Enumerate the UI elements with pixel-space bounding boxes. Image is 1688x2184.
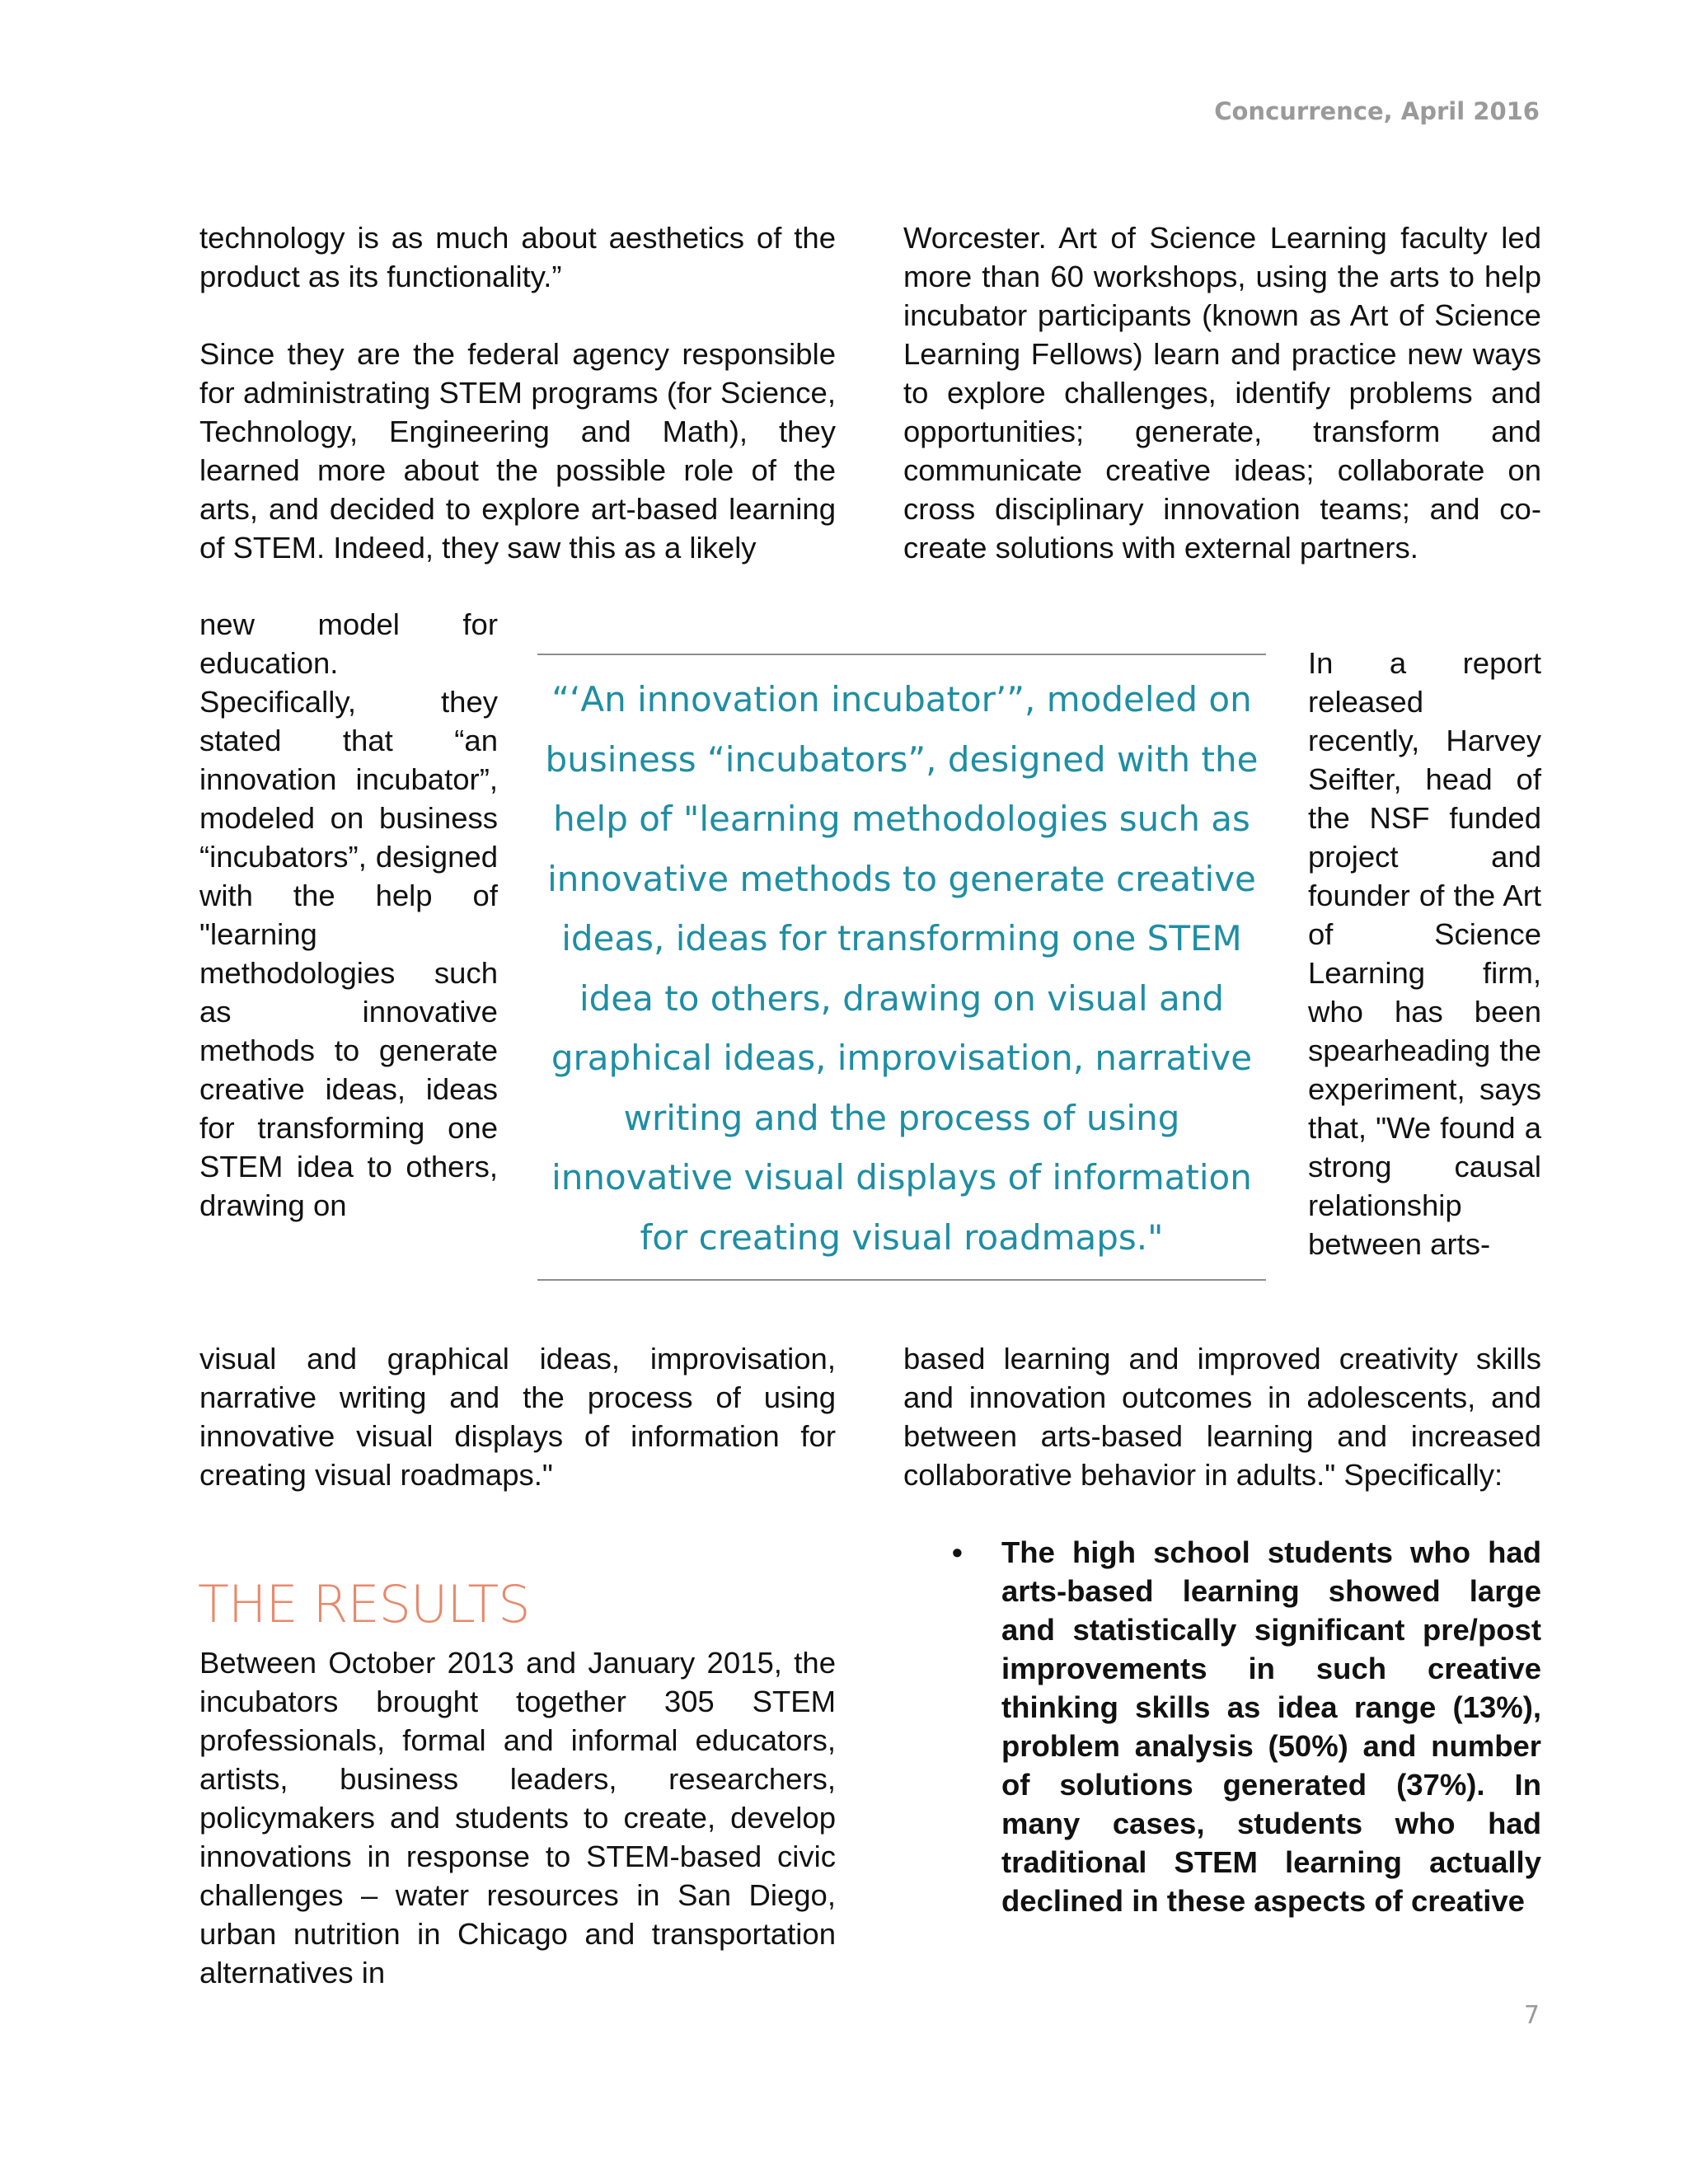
results-paragraph: Between October 2013 and January 2015, the incubators brought together 305 STEM professionals, formal and informal educators, artists, business leaders, researchers, policymakers and students to create, develop innovations in response to STEM-based civic challenges – water resources in San Diego, urban nutrition in Chicago and transportation alternatives in xyxy=(199,1646,836,1990)
results-bullet-list xyxy=(931,1533,1541,1920)
pull-quote-text: “‘An innovation incubator’”, modeled on business “incubators”, designed with the help of "learning methodologies such as innovative methods to generate creative ideas, ideas for transforming one STEM idea to others, drawing on visual and graphical ideas, improvisation, narrative writing and the process of using innovative visual displays of information for creating visual roadmaps." xyxy=(545,679,1259,1258)
pull-quote-box xyxy=(537,654,1266,1281)
bullet-text: The high school students who had arts-based learning showed large and statistically significant pre/post improvements in such creative thinking skills as idea range (13%), problem analysis (50%) and number of solutions generated (37%). In many cases, students who had traditional STEM learning actually declined in these aspects of creative xyxy=(1001,1535,1541,1918)
left-paragraph-3-continued: visual and graphical ideas, improvisation, narrative writing and the process of using innovative visual displays of information for creating visual roadmaps." xyxy=(199,1342,836,1492)
left-paragraph-1: technology is as much about aesthetics of the product as its functionality.” xyxy=(199,221,836,293)
right-paragraph-2-continued: based learning and improved creativity skills and innovation outcomes in adolescents, and between arts-based learning and increased collaborative behavior in adults." Specifically: xyxy=(903,1342,1541,1492)
left-paragraph-3-narrow: new model for education. Specifically, they stated that “an innovation incubator”, modeled on business “incubators”, designed with the help of "learning methodologies such as innovative methods to generate creative ideas, ideas for transforming one STEM idea to others, drawing on xyxy=(199,607,498,1222)
right-paragraph-2-narrow: In a report released recently, Harvey Seifter, head of the NSF funded project and founder of the Art of Science Learning firm, who has been spearheading the experiment, says that, "We found a strong causal relationship between arts- xyxy=(1308,646,1541,1261)
right-paragraph-1: Worcester. Art of Science Learning faculty led more than 60 workshops, using the arts to help incubator participants (known as Art of Science Learning Fellows) learn and practice new ways to explore challenges, identify problems and opportunities; generate, transform and communicate creative ideas; collaborate on cross disciplinary innovation teams; and co-create solutions with external partners. xyxy=(903,221,1541,565)
page-number: 7 xyxy=(1523,2001,1540,2030)
publication-header: Concurrence, April 2016 xyxy=(1214,97,1540,125)
bullet-icon: • xyxy=(952,1535,963,1569)
list-item xyxy=(931,1533,1541,1920)
section-title: THE RESULTS xyxy=(198,1574,530,1634)
left-paragraph-2: Since they are the federal agency responsible for administrating STEM programs (for Science, Technology, Engineering and Math), they learned more about the possible role of the arts, and decided to explore art-based learning of STEM. Indeed, they saw this as a likely xyxy=(199,337,836,565)
